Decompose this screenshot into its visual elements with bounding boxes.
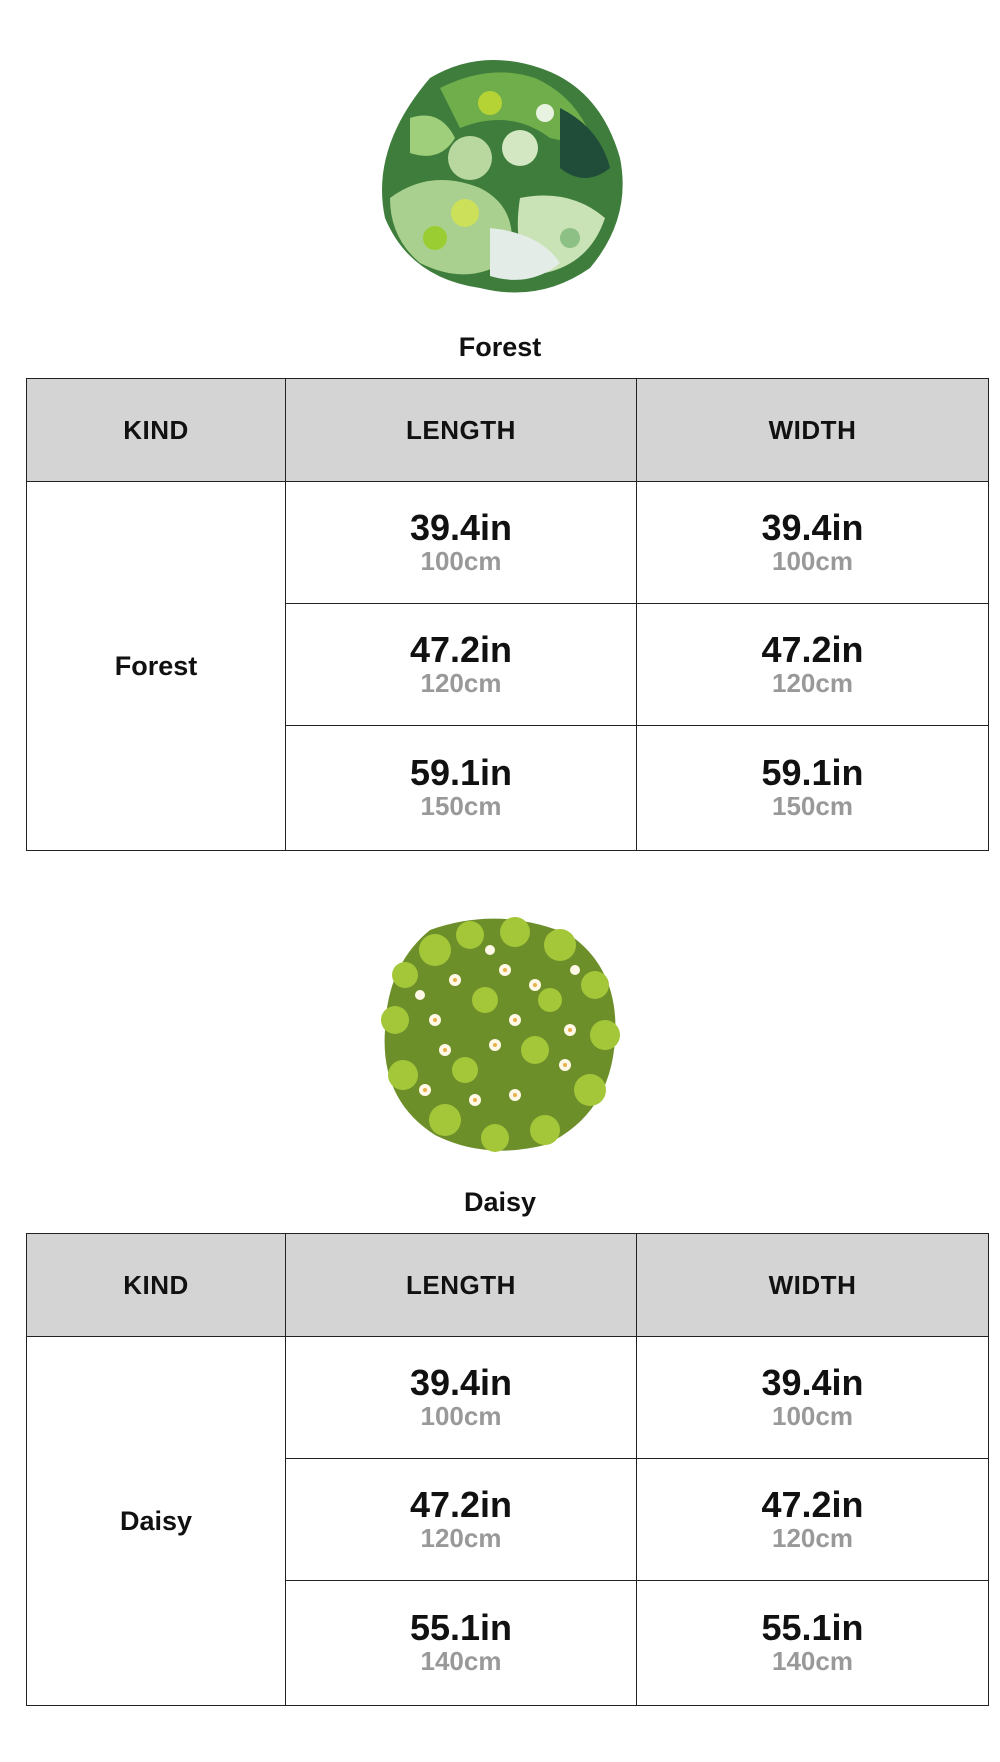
width-centimeters: 140cm	[772, 1646, 853, 1676]
header-length: LENGTH	[286, 1234, 637, 1337]
width-inches: 47.2in	[761, 1483, 864, 1525]
length-cell	[286, 1459, 637, 1581]
length-cell	[286, 1337, 637, 1459]
length-cell	[286, 1581, 637, 1706]
header-kind: KIND	[27, 379, 286, 482]
forest-rug-image	[370, 48, 630, 298]
width-inches: 47.2in	[761, 628, 864, 670]
width-inches: 39.4in	[761, 1361, 864, 1403]
length-inches: 47.2in	[409, 628, 513, 670]
table-header-row	[27, 379, 989, 482]
header-width: WIDTH	[637, 1234, 989, 1337]
table-row	[27, 1337, 989, 1459]
length-centimeters: 100cm	[420, 545, 502, 576]
kind-cell: Daisy	[27, 1337, 286, 1706]
size-table-forest	[26, 378, 989, 851]
length-inches: 39.4in	[409, 506, 513, 548]
product-title: Forest	[458, 332, 542, 362]
length-centimeters: 100cm	[420, 1400, 502, 1431]
width-inches: 55.1in	[761, 1607, 864, 1648]
length-centimeters: 140cm	[420, 1646, 502, 1676]
table-header-row	[27, 1234, 989, 1337]
size-table-daisy	[26, 1233, 989, 1706]
length-inches: 47.2in	[409, 1483, 513, 1525]
product-title: Daisy	[463, 1187, 537, 1217]
length-cell	[286, 482, 637, 604]
width-cell	[637, 482, 989, 604]
header-length: LENGTH	[286, 379, 637, 482]
length-centimeters: 150cm	[420, 791, 502, 821]
length-cell	[286, 726, 637, 851]
header-kind: KIND	[27, 1234, 286, 1337]
width-centimeters: 120cm	[772, 667, 853, 698]
daisy-rug-image	[375, 910, 625, 1155]
width-centimeters: 100cm	[772, 1400, 853, 1431]
width-cell	[637, 726, 989, 851]
width-cell	[637, 1459, 989, 1581]
width-inches: 39.4in	[761, 506, 864, 548]
table-row	[27, 482, 989, 604]
width-centimeters: 120cm	[772, 1522, 853, 1553]
width-cell	[637, 1581, 989, 1706]
width-inches: 59.1in	[761, 752, 864, 793]
length-inches: 59.1in	[409, 752, 513, 793]
width-cell	[637, 604, 989, 726]
length-centimeters: 120cm	[420, 667, 502, 698]
width-centimeters: 100cm	[772, 545, 853, 576]
width-cell	[637, 1337, 989, 1459]
kind-cell: Forest	[27, 482, 286, 851]
length-inches: 39.4in	[409, 1361, 513, 1403]
length-centimeters: 120cm	[420, 1522, 502, 1553]
width-centimeters: 150cm	[772, 791, 853, 821]
header-width: WIDTH	[637, 379, 989, 482]
length-inches: 55.1in	[409, 1607, 513, 1648]
length-cell	[286, 604, 637, 726]
